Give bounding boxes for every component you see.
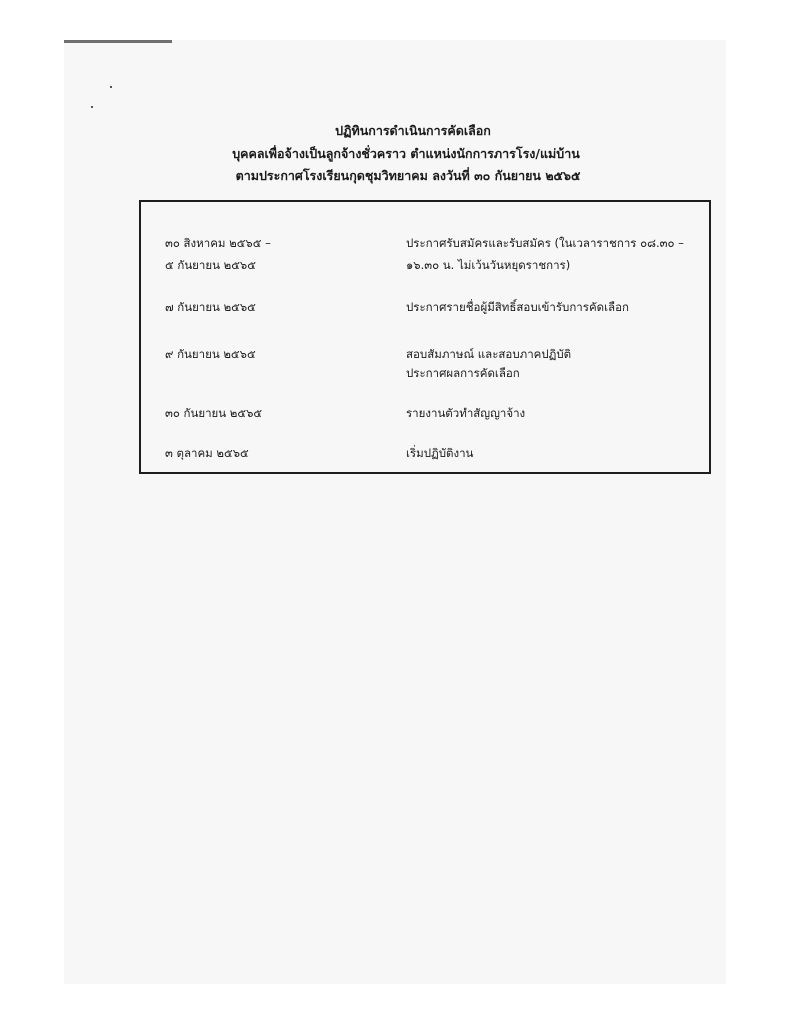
schedule-date: ๕ กันยายน ๒๕๖๕ [165, 258, 256, 272]
schedule-event: รายงานตัวทำสัญญาจ้าง [406, 406, 526, 420]
scan-speck [110, 86, 112, 88]
schedule-date: ๙ กันยายน ๒๕๖๕ [165, 347, 256, 361]
document-title: ปฏิทินการดำเนินการคัดเลือก [335, 123, 491, 138]
schedule-event: ประกาศรายชื่อผู้มีสิทธิ์สอบเข้ารับการคัดเลือก [406, 300, 629, 314]
scan-speck [91, 106, 93, 108]
announcement-reference: ตามประกาศโรงเรียนกุดชุมวิทยาคม ลงวันที่ ๓๐ กันยายน ๒๕๖๕ [235, 168, 581, 183]
schedule-date: ๓๐ กันยายน ๒๕๖๕ [165, 406, 263, 420]
schedule-date: ๓ ตุลาคม ๒๕๖๕ [165, 446, 249, 460]
schedule-date: ๗ กันยายน ๒๕๖๕ [165, 300, 256, 314]
document-subtitle: บุคคลเพื่อจ้างเป็นลูกจ้างชั่วคราว ตำแหน่งนักการภารโรง/แม่บ้าน [232, 146, 580, 161]
schedule-date: ๓๐ สิงหาคม ๒๕๖๕ – [165, 236, 271, 250]
schedule-event: ๑๖.๓๐ น. ไม่เว้นวันหยุดราชการ) [406, 258, 571, 272]
schedule-event: ประกาศผลการคัดเลือก [406, 366, 520, 380]
schedule-event: สอบสัมภาษณ์ และสอบภาคปฏิบัติ [406, 347, 572, 361]
schedule-event: ประกาศรับสมัครและรับสมัคร (ในเวลาราชการ ๐๘.๓๐ – [406, 236, 684, 250]
scan-edge-line [64, 40, 172, 43]
schedule-event: เริ่มปฏิบัติงาน [406, 446, 474, 460]
